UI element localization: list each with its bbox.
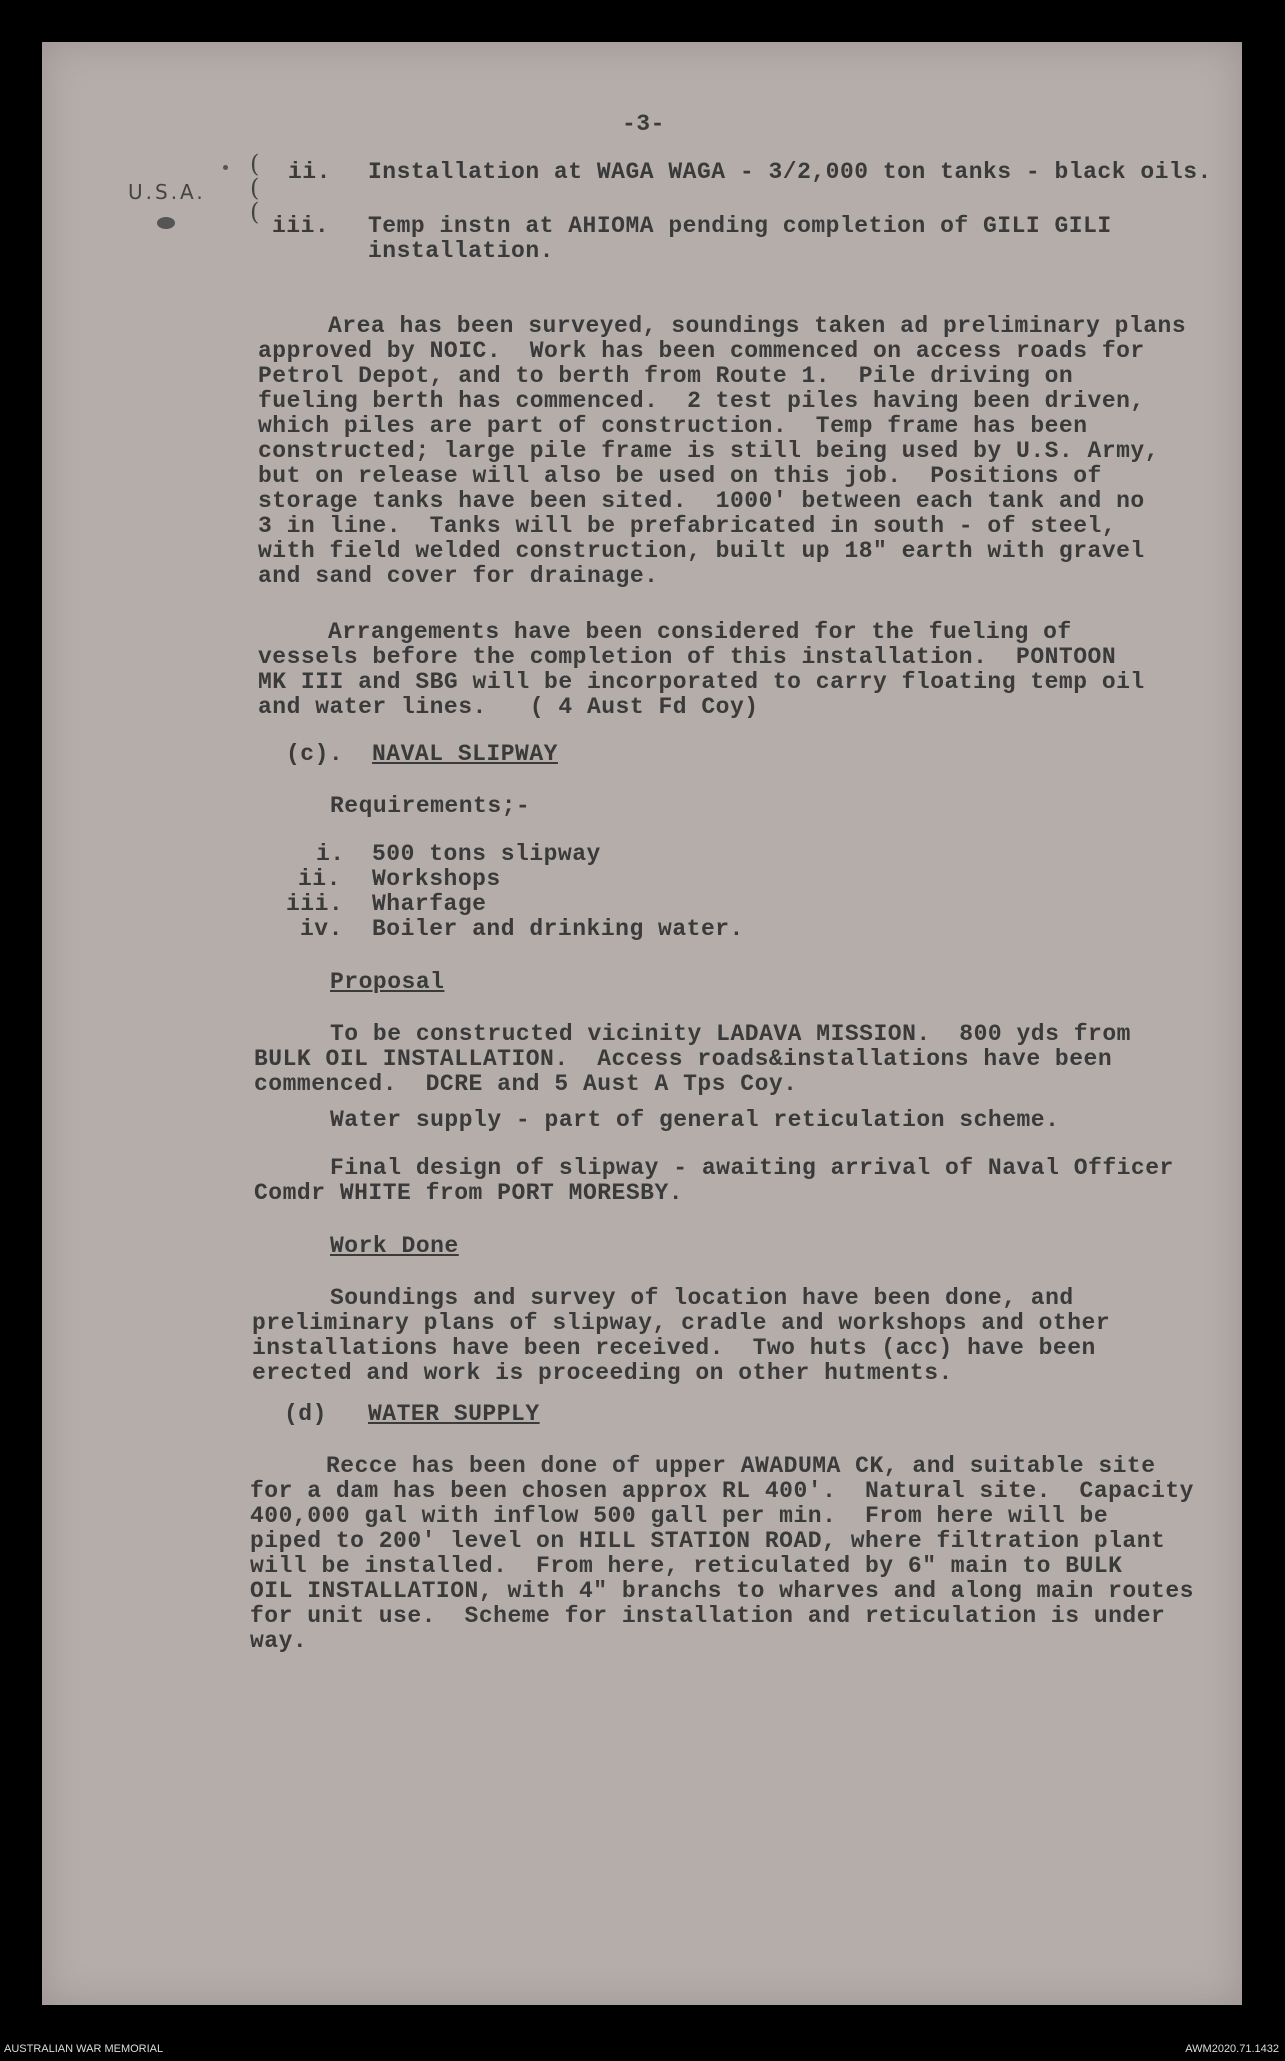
requirements-heading: Requirements;- <box>330 793 531 819</box>
item-iii-text: Temp instn at AHIOMA pending completion of GILI GILI <box>368 213 1112 239</box>
req-1-text: 500 tons slipway <box>372 841 601 867</box>
margin-note: U.S.A. <box>128 180 206 204</box>
paragraph-water-supply-note: Water supply - part of general reticulation scheme. <box>330 1107 1060 1133</box>
ink-dot <box>223 165 228 170</box>
item-iii-text-cont: installation. <box>368 238 554 264</box>
req-3-text: Wharfage <box>372 891 487 917</box>
item-ii-text: Installation at WAGA WAGA - 3/2,000 ton tanks - black oils. <box>368 159 1212 185</box>
section-c-label: (c). <box>286 741 344 767</box>
footer-left: AUSTRALIAN WAR MEMORIAL <box>4 2043 164 2055</box>
req-1-number: i. <box>316 841 345 867</box>
footer-right: AWM2020.71.1432 <box>1185 2043 1279 2055</box>
paragraph-final-design: Final design of slipway - awaiting arrival of Naval Officer Comdr WHITE from PORT MORESBY. <box>254 1155 1174 1206</box>
paragraph-water-supply: Recce has been done of upper AWADUMA CK, and suitable site for a dam has been chosen approx RL 400'. Natural site. Capacity 400,000 gal with inflow 500 gall per min. From here will be piped to 200' level on HILL STATION ROAD, where filtration plant will be installed. From here, reticulated by 6" main to BULK OIL INSTALLATION, with 4" branchs to wharves and along main routes for unit use. Scheme for installation and reticulation is under way. <box>250 1453 1194 1654</box>
document-page <box>42 42 1242 2005</box>
paragraph-work-done: Soundings and survey of location have been done, and preliminary plans of slipway, cradle and workshops and other installations have been received. Two huts (acc) have been erected and work is proceeding on other hutments. <box>252 1285 1111 1386</box>
req-4-number: iv. <box>300 916 343 942</box>
req-2-text: Workshops <box>372 866 501 892</box>
paragraph-arrangements: Arrangements have been considered for the fueling of vessels before the completion of this installation. PONTOON MK III and SBG will be incorporated to carry floating temp oil and water lines. ( 4 Aust Fd Coy) <box>258 619 1145 720</box>
item-iii-number: iii. <box>272 213 330 239</box>
item-ii-number: ii. <box>288 159 331 185</box>
proposal-heading: Proposal <box>330 969 445 995</box>
req-2-number: ii. <box>298 866 341 892</box>
req-4-text: Boiler and drinking water. <box>372 916 744 942</box>
ink-mark <box>157 217 175 229</box>
section-c-title: NAVAL SLIPWAY <box>372 741 558 767</box>
paragraph-survey: Area has been surveyed, soundings taken ad preliminary plans approved by NOIC. Work has been commenced on access roads for Petrol Depot, and to berth from Route 1. Pile driving on fueling berth has commenced. 2 test piles having been driven, which piles are part of construction. Temp frame has been constructed; large pile frame is still being used by U.S. Army, but on release will also be used on this job. Positions of storage tanks have been sited. 1000' between each tank and no 3 in line. Tanks will be prefabricated in south - of steel, with field welded construction, built up 18" earth with gravel and sand cover for drainage. <box>258 313 1187 589</box>
section-d-label: (d) <box>284 1401 327 1427</box>
req-3-number: iii. <box>286 891 344 917</box>
margin-bracket: ( ( ( <box>250 150 260 226</box>
paragraph-proposal: To be constructed vicinity LADAVA MISSION. 800 yds from BULK OIL INSTALLATION. Access roads&installations have been commenced. DCRE and 5 Aust A Tps Coy. <box>254 1021 1131 1097</box>
section-d-title: WATER SUPPLY <box>368 1401 540 1427</box>
page-number: -3- <box>622 111 665 137</box>
work-done-heading: Work Done <box>330 1233 459 1259</box>
